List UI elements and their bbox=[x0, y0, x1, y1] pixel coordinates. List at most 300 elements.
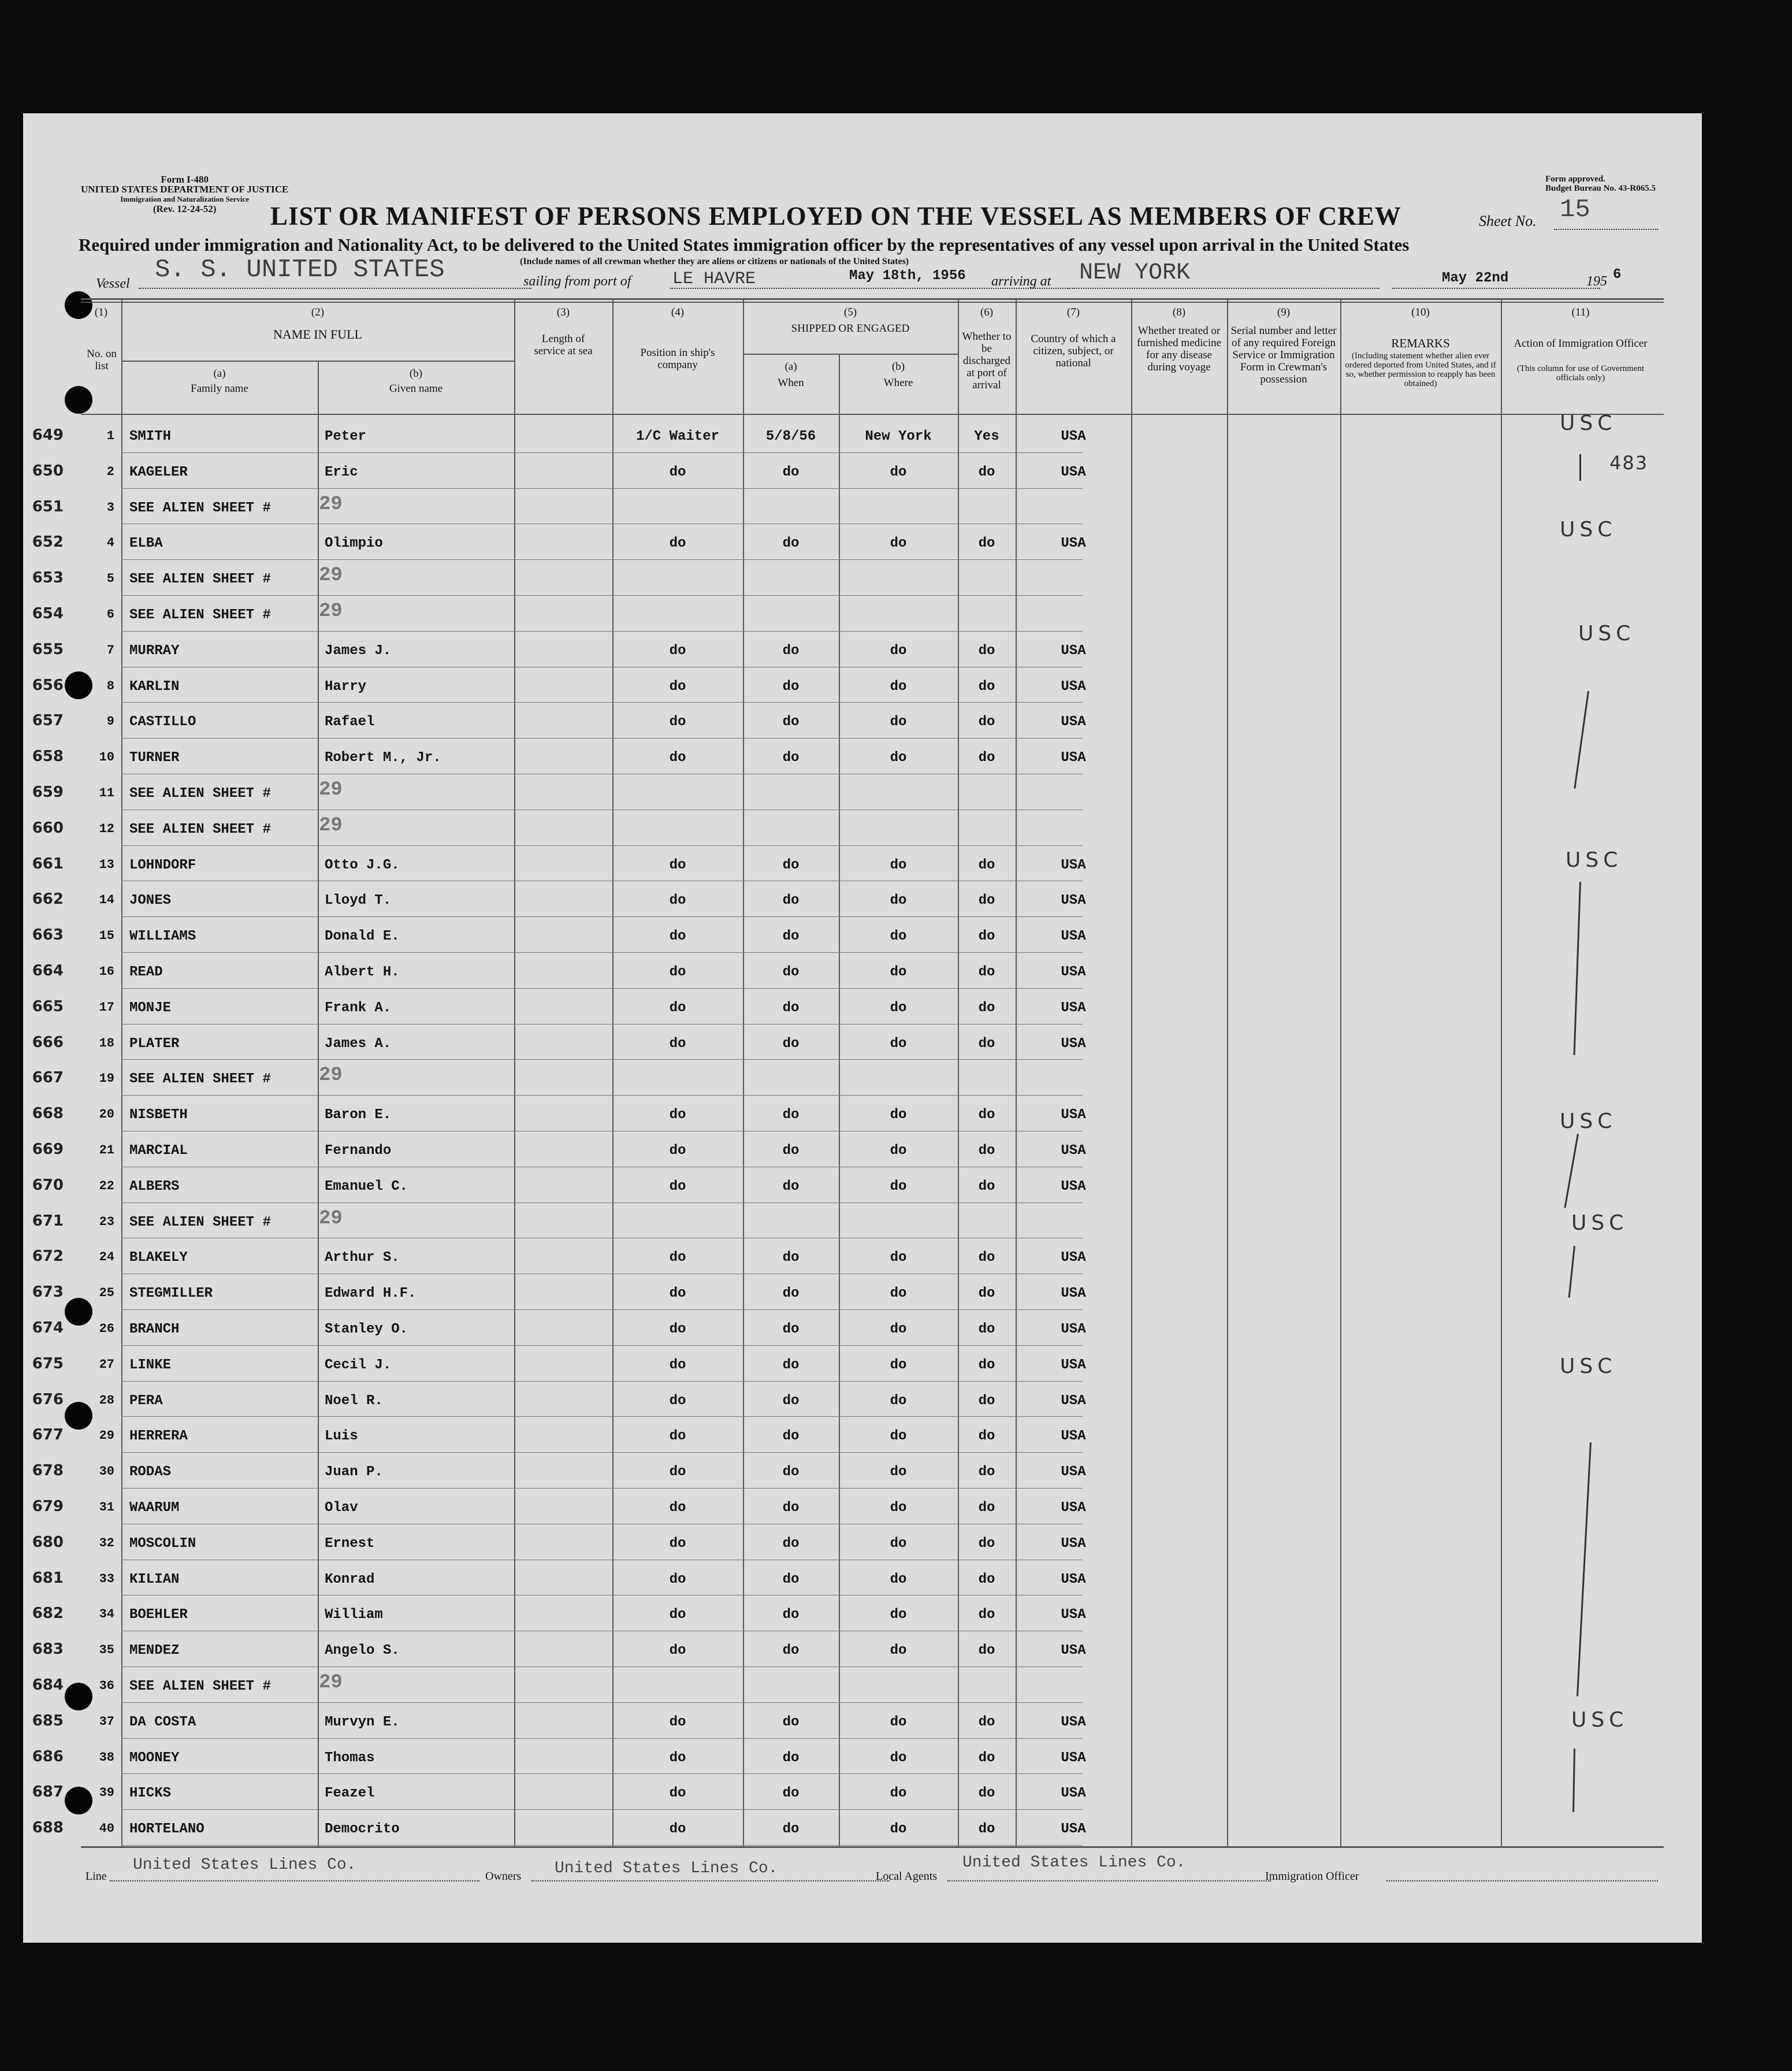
col-2-label: NAME IN FULL bbox=[273, 327, 362, 342]
line-underline bbox=[110, 1880, 479, 1881]
row-rule bbox=[121, 1773, 1083, 1774]
shipped-where: do bbox=[890, 1250, 907, 1266]
country: USA bbox=[1061, 714, 1086, 730]
country: USA bbox=[1061, 678, 1086, 695]
column-rule bbox=[514, 298, 515, 1847]
vessel-label: Vessel bbox=[96, 276, 130, 291]
position: do bbox=[669, 750, 686, 766]
owners-label: Owners bbox=[485, 1870, 522, 1883]
usc-annotation: USC bbox=[1560, 1109, 1617, 1133]
family-name: KARLIN bbox=[129, 678, 180, 695]
country: USA bbox=[1061, 643, 1086, 659]
country: USA bbox=[1061, 1250, 1086, 1266]
department-name: UNITED STATES DEPARTMENT OF JUSTICE bbox=[81, 184, 289, 195]
given-name: Olimpio bbox=[325, 536, 383, 552]
shipped-when: do bbox=[782, 750, 800, 766]
position: do bbox=[669, 1036, 686, 1052]
row-handwritten-number: 688 bbox=[32, 1819, 64, 1837]
column-rule bbox=[1340, 298, 1341, 1847]
alien-sheet-number: 29 bbox=[319, 1672, 343, 1694]
family-name: SEE ALIEN SHEET # bbox=[129, 821, 271, 837]
punch-hole bbox=[65, 386, 92, 414]
discharge: do bbox=[978, 678, 995, 695]
given-name: Fernando bbox=[325, 1143, 392, 1159]
col-5-label: SHIPPED OR ENGAGED bbox=[791, 322, 910, 335]
row-number: 17 bbox=[99, 1000, 114, 1015]
row-handwritten-number: 680 bbox=[32, 1533, 64, 1551]
col-2a-number: (a) bbox=[213, 368, 226, 380]
discharge: do bbox=[978, 1250, 995, 1266]
position: do bbox=[669, 1464, 686, 1480]
row-handwritten-number: 671 bbox=[32, 1212, 64, 1230]
arrival-date: May 22nd bbox=[1442, 270, 1509, 286]
family-name: LINKE bbox=[129, 1357, 172, 1373]
family-name: MOONEY bbox=[129, 1750, 180, 1766]
discharge: do bbox=[978, 1607, 995, 1623]
shipped-where: do bbox=[890, 536, 907, 552]
row-handwritten-number: 679 bbox=[32, 1498, 64, 1515]
row-number: 38 bbox=[99, 1750, 114, 1765]
shipped-where: do bbox=[890, 1000, 907, 1016]
alien-sheet-number: 29 bbox=[319, 565, 343, 587]
discharge: do bbox=[978, 536, 995, 552]
discharge: do bbox=[978, 714, 995, 730]
shipped-where: do bbox=[890, 893, 907, 909]
shipped-when: do bbox=[782, 1286, 800, 1302]
row-rule bbox=[121, 1059, 1083, 1060]
shipped-when: do bbox=[782, 643, 800, 659]
discharge: do bbox=[978, 1428, 995, 1445]
usc-annotation: USC bbox=[1560, 411, 1617, 435]
given-name: Luis bbox=[325, 1428, 358, 1445]
row-number: 18 bbox=[99, 1036, 114, 1051]
given-name: Juan P. bbox=[325, 1464, 383, 1480]
shipped-when: do bbox=[782, 1464, 800, 1480]
row-handwritten-number: 656 bbox=[32, 676, 64, 694]
discharge: do bbox=[978, 1286, 995, 1302]
row-handwritten-number: 676 bbox=[32, 1390, 64, 1408]
shipped-where: do bbox=[890, 714, 907, 730]
family-name: BRANCH bbox=[129, 1322, 180, 1337]
arriving-line bbox=[1068, 288, 1380, 289]
col-5b-number: (b) bbox=[891, 361, 905, 373]
family-name: MENDEZ bbox=[129, 1643, 180, 1659]
shipped-where: do bbox=[890, 1714, 907, 1730]
row-rule bbox=[121, 1488, 1083, 1489]
discharge: do bbox=[978, 1036, 995, 1052]
family-name: MONJE bbox=[129, 1000, 172, 1016]
position: do bbox=[669, 714, 686, 730]
row-number: 20 bbox=[99, 1107, 114, 1122]
row-handwritten-number: 683 bbox=[32, 1641, 64, 1658]
shipped-when: do bbox=[782, 536, 800, 552]
row-number: 26 bbox=[99, 1322, 114, 1336]
column-rule bbox=[1227, 298, 1228, 1847]
position: do bbox=[669, 1357, 686, 1373]
family-name: ELBA bbox=[129, 536, 163, 552]
row-rule bbox=[121, 1845, 1083, 1846]
family-name: DA COSTA bbox=[129, 1714, 196, 1730]
family-name: HICKS bbox=[129, 1786, 172, 1802]
manifest-sheet bbox=[23, 113, 1702, 1943]
row-number: 30 bbox=[99, 1464, 114, 1479]
given-name: Feazel bbox=[325, 1786, 375, 1802]
row-number: 14 bbox=[99, 893, 114, 908]
row-rule bbox=[121, 1702, 1083, 1703]
service-name: Immigration and Naturalization Service bbox=[120, 195, 250, 203]
country: USA bbox=[1061, 1571, 1086, 1587]
row-handwritten-number: 652 bbox=[32, 533, 64, 551]
position: do bbox=[669, 643, 686, 659]
row-number: 1 bbox=[106, 429, 114, 443]
row-handwritten-number: 651 bbox=[32, 498, 64, 515]
col-2a-label: Family name bbox=[191, 383, 248, 395]
family-name: MURRAY bbox=[129, 643, 180, 659]
check-stroke bbox=[1564, 1134, 1579, 1208]
row-number: 7 bbox=[106, 643, 114, 658]
family-name: MOSCOLIN bbox=[129, 1535, 196, 1552]
family-name: ALBERS bbox=[129, 1178, 180, 1194]
shipped-when: do bbox=[782, 1500, 800, 1516]
shipped-when: do bbox=[782, 1178, 800, 1194]
col-9-label: Serial number and letter of any required Foreign Service or Immigration Form in Crewman's possession bbox=[1230, 325, 1337, 385]
bureau-number-annotation: 483 bbox=[1609, 452, 1649, 474]
shipped-where: do bbox=[890, 964, 907, 980]
row-number: 37 bbox=[99, 1714, 114, 1729]
row-number: 16 bbox=[99, 964, 114, 979]
shipped-when: do bbox=[782, 1250, 800, 1266]
family-name: HORTELANO bbox=[129, 1821, 205, 1838]
country: USA bbox=[1061, 1535, 1086, 1552]
row-handwritten-number: 663 bbox=[32, 926, 64, 944]
row-rule bbox=[121, 702, 1083, 703]
position: do bbox=[669, 1535, 686, 1552]
check-stroke bbox=[1579, 454, 1581, 481]
family-name: SEE ALIEN SHEET # bbox=[129, 607, 271, 623]
shipped-where: do bbox=[890, 1143, 907, 1159]
row-handwritten-number: 649 bbox=[32, 426, 64, 444]
vessel-line bbox=[139, 288, 531, 289]
country: USA bbox=[1061, 1393, 1086, 1409]
approval-text: Form approved. bbox=[1545, 175, 1605, 184]
page-subtitle: Required under immigration and Nationality Act, to be delivered to the United States immigration officer by the representatives of any vessel upon arrival in the United States bbox=[79, 235, 1410, 255]
check-stroke bbox=[1574, 882, 1581, 1055]
country: USA bbox=[1061, 964, 1086, 980]
shipped-when: do bbox=[782, 1000, 800, 1016]
position: do bbox=[669, 1607, 686, 1623]
position: do bbox=[669, 1750, 686, 1766]
country: USA bbox=[1061, 1750, 1086, 1766]
shipped-where: do bbox=[890, 1750, 907, 1766]
discharge: Yes bbox=[974, 429, 999, 444]
agents-underline bbox=[947, 1880, 1271, 1881]
given-name: Noel R. bbox=[325, 1393, 383, 1409]
shipped-when: do bbox=[782, 929, 800, 945]
row-handwritten-number: 659 bbox=[32, 784, 64, 801]
row-rule bbox=[121, 1024, 1083, 1025]
shipped-when: do bbox=[782, 1357, 800, 1373]
row-rule bbox=[121, 1202, 1083, 1203]
shipped-when: do bbox=[782, 464, 800, 480]
usc-annotation: USC bbox=[1560, 518, 1617, 541]
col-2b-number: (b) bbox=[409, 368, 423, 380]
family-name: HERRERA bbox=[129, 1428, 188, 1445]
row-handwritten-number: 665 bbox=[32, 997, 64, 1015]
row-handwritten-number: 655 bbox=[32, 640, 64, 658]
shipped-where: do bbox=[890, 1786, 907, 1802]
country: USA bbox=[1061, 429, 1086, 444]
family-name: CASTILLO bbox=[129, 714, 196, 730]
row-number: 11 bbox=[99, 786, 114, 800]
col-11-number: (11) bbox=[1571, 306, 1590, 318]
position: do bbox=[669, 893, 686, 909]
given-name: Ernest bbox=[325, 1535, 375, 1552]
given-name: Murvyn E. bbox=[325, 1714, 400, 1730]
col-7-number: (7) bbox=[1066, 306, 1080, 318]
given-name: Thomas bbox=[325, 1750, 375, 1766]
agents-label: Local Agents bbox=[876, 1870, 938, 1883]
col-5a-label: When bbox=[778, 377, 804, 389]
check-stroke bbox=[1568, 1246, 1575, 1298]
row-rule bbox=[121, 845, 1083, 846]
col-8-label: Whether treated or furnished medicine for any disease during voyage bbox=[1136, 325, 1222, 373]
discharge: do bbox=[978, 1143, 995, 1159]
family-name: KAGELER bbox=[129, 464, 188, 480]
row-handwritten-number: 667 bbox=[32, 1069, 64, 1087]
discharge: do bbox=[978, 893, 995, 909]
country: USA bbox=[1061, 1107, 1086, 1123]
given-name: James J. bbox=[325, 643, 392, 659]
row-handwritten-number: 658 bbox=[32, 748, 64, 766]
shipped-when: do bbox=[782, 1607, 800, 1623]
shipped-when: do bbox=[782, 1107, 800, 1123]
discharge: do bbox=[978, 1821, 995, 1838]
col-1-label: No. on list bbox=[87, 348, 117, 372]
discharge: do bbox=[978, 1393, 995, 1409]
position: do bbox=[669, 678, 686, 695]
shipped-when: do bbox=[782, 1143, 800, 1159]
shipped-where: do bbox=[890, 1821, 907, 1838]
sheet-number-label: Sheet No. bbox=[1479, 213, 1537, 229]
country: USA bbox=[1061, 1714, 1086, 1730]
arriving-label: arriving at bbox=[991, 274, 1051, 289]
row-number: 8 bbox=[106, 678, 114, 693]
row-handwritten-number: 653 bbox=[32, 569, 64, 587]
given-name: Arthur S. bbox=[325, 1250, 400, 1266]
shipped-where: do bbox=[890, 464, 907, 480]
row-rule bbox=[121, 595, 1083, 596]
family-name: WAARUM bbox=[129, 1500, 180, 1516]
alien-sheet-number: 29 bbox=[319, 779, 343, 801]
row-handwritten-number: 672 bbox=[32, 1248, 64, 1265]
family-name: STEGMILLER bbox=[129, 1286, 213, 1302]
arrival-date-line bbox=[1392, 288, 1600, 289]
row-handwritten-number: 668 bbox=[32, 1105, 64, 1123]
country: USA bbox=[1061, 1286, 1086, 1302]
row-number: 22 bbox=[99, 1178, 114, 1193]
discharge: do bbox=[978, 1643, 995, 1659]
shipped-when: do bbox=[782, 678, 800, 695]
given-name: Otto J.G. bbox=[325, 857, 400, 873]
shipped-when: do bbox=[782, 1428, 800, 1445]
country: USA bbox=[1061, 929, 1086, 945]
family-name: MARCIAL bbox=[129, 1143, 188, 1159]
column-rule bbox=[1501, 298, 1502, 1847]
shipped-when: do bbox=[782, 1821, 800, 1838]
row-number: 19 bbox=[99, 1071, 114, 1086]
position: do bbox=[669, 1571, 686, 1587]
position: do bbox=[669, 1500, 686, 1516]
discharge: do bbox=[978, 929, 995, 945]
country: USA bbox=[1061, 1428, 1086, 1445]
column-rule bbox=[1131, 298, 1132, 1847]
position: do bbox=[669, 1643, 686, 1659]
family-name: SMITH bbox=[129, 429, 172, 444]
shipped-where: do bbox=[890, 1286, 907, 1302]
given-name: Baron E. bbox=[325, 1107, 392, 1123]
row-number: 35 bbox=[99, 1643, 114, 1658]
family-name: LOHNDORF bbox=[129, 857, 196, 873]
position: do bbox=[669, 1250, 686, 1266]
shipped-where: do bbox=[890, 1357, 907, 1373]
row-rule bbox=[121, 488, 1083, 489]
country: USA bbox=[1061, 1143, 1086, 1159]
family-name: TURNER bbox=[129, 750, 180, 766]
position: do bbox=[669, 1821, 686, 1838]
discharge: do bbox=[978, 1714, 995, 1730]
discharge: do bbox=[978, 964, 995, 980]
row-handwritten-number: 687 bbox=[32, 1783, 64, 1801]
family-name: READ bbox=[129, 964, 163, 980]
check-stroke bbox=[1577, 1442, 1592, 1697]
row-handwritten-number: 686 bbox=[32, 1747, 64, 1765]
row-number: 25 bbox=[99, 1286, 114, 1301]
row-number: 36 bbox=[99, 1679, 114, 1693]
row-number: 24 bbox=[99, 1250, 114, 1265]
country: USA bbox=[1061, 1643, 1086, 1659]
row-rule bbox=[121, 1809, 1083, 1810]
include-note: (Include names of all crewman whether they are aliens or citizens or nationals of the United States) bbox=[520, 257, 909, 266]
owners-value: United States Lines Co. bbox=[555, 1860, 778, 1877]
year-prefix: 195 bbox=[1586, 274, 1607, 289]
row-handwritten-number: 678 bbox=[32, 1462, 64, 1480]
row-handwritten-number: 677 bbox=[32, 1426, 64, 1444]
row-number: 2 bbox=[106, 464, 114, 479]
shipped-where: do bbox=[890, 750, 907, 766]
col-2b-label: Given name bbox=[389, 383, 443, 395]
year-suffix: 6 bbox=[1613, 267, 1622, 283]
row-handwritten-number: 662 bbox=[32, 890, 64, 908]
given-name: Rafael bbox=[325, 714, 375, 730]
family-name: NISBETH bbox=[129, 1107, 188, 1123]
position: do bbox=[669, 857, 686, 873]
col-9-number: (9) bbox=[1277, 306, 1291, 318]
shipped-subheader-rule bbox=[743, 354, 958, 355]
country: USA bbox=[1061, 893, 1086, 909]
page-title: LIST OR MANIFEST OF PERSONS EMPLOYED ON THE VESSEL AS MEMBERS OF CREW bbox=[270, 202, 1401, 231]
col-5b-label: Where bbox=[883, 377, 913, 389]
usc-annotation: USC bbox=[1578, 622, 1635, 645]
family-name: SEE ALIEN SHEET # bbox=[129, 1679, 271, 1694]
position: do bbox=[669, 1322, 686, 1337]
row-rule bbox=[121, 988, 1083, 989]
shipped-where: do bbox=[890, 857, 907, 873]
port-from: LE HAVRE bbox=[672, 269, 756, 289]
row-rule bbox=[121, 1095, 1083, 1096]
row-number: 15 bbox=[99, 929, 114, 944]
owners-underline bbox=[531, 1880, 890, 1881]
shipped-where: do bbox=[890, 1178, 907, 1194]
shipped-when: do bbox=[782, 1571, 800, 1587]
immigration-officer-underline bbox=[1386, 1880, 1658, 1881]
sheet-number-line bbox=[1554, 229, 1658, 230]
shipped-when: 5/8/56 bbox=[765, 429, 816, 444]
row-number: 40 bbox=[99, 1821, 114, 1836]
shipped-where: New York bbox=[865, 429, 932, 444]
check-stroke bbox=[1572, 1749, 1575, 1812]
shipped-when: do bbox=[782, 714, 800, 730]
row-number: 4 bbox=[106, 536, 114, 551]
country: USA bbox=[1061, 1607, 1086, 1623]
shipped-where: do bbox=[890, 1643, 907, 1659]
shipped-where: do bbox=[890, 1036, 907, 1052]
row-handwritten-number: 685 bbox=[32, 1712, 64, 1729]
column-rule bbox=[121, 298, 122, 1847]
table-top-rule-inner bbox=[81, 302, 1664, 303]
discharge: do bbox=[978, 1322, 995, 1337]
row-rule bbox=[121, 559, 1083, 560]
position: do bbox=[669, 536, 686, 552]
given-name: Robert M., Jr. bbox=[325, 750, 441, 766]
shipped-when: do bbox=[782, 1750, 800, 1766]
sheet-number-value: 15 bbox=[1560, 195, 1590, 224]
row-number: 32 bbox=[99, 1535, 114, 1550]
family-name: BLAKELY bbox=[129, 1250, 188, 1266]
usc-annotation: USC bbox=[1571, 1708, 1629, 1732]
shipped-when: do bbox=[782, 964, 800, 980]
shipped-when: do bbox=[782, 1393, 800, 1409]
country: USA bbox=[1061, 1357, 1086, 1373]
row-handwritten-number: 661 bbox=[32, 855, 64, 873]
row-handwritten-number: 673 bbox=[32, 1283, 64, 1301]
row-handwritten-number: 650 bbox=[32, 462, 64, 480]
col-6-number: (6) bbox=[980, 306, 994, 318]
row-number: 21 bbox=[99, 1143, 114, 1157]
discharge: do bbox=[978, 1750, 995, 1766]
given-name: Peter bbox=[325, 429, 367, 444]
position: do bbox=[669, 464, 686, 480]
row-handwritten-number: 681 bbox=[32, 1569, 64, 1587]
row-handwritten-number: 660 bbox=[32, 819, 64, 837]
given-name: Stanley O. bbox=[325, 1322, 408, 1337]
position: do bbox=[669, 1428, 686, 1445]
shipped-where: do bbox=[890, 1535, 907, 1552]
alien-sheet-number: 29 bbox=[319, 1207, 343, 1230]
col-2-number: (2) bbox=[311, 306, 325, 318]
discharge: do bbox=[978, 1571, 995, 1587]
row-number: 29 bbox=[99, 1428, 114, 1443]
shipped-where: do bbox=[890, 1500, 907, 1516]
family-name: SEE ALIEN SHEET # bbox=[129, 1071, 271, 1088]
col-7-label: Country of which a citizen, subject, or national bbox=[1031, 333, 1116, 369]
discharge: do bbox=[978, 1464, 995, 1480]
usc-annotation: USC bbox=[1571, 1211, 1629, 1235]
row-handwritten-number: 654 bbox=[32, 605, 64, 622]
col-11-note: (This column for use of Government officials only) bbox=[1516, 364, 1645, 383]
country: USA bbox=[1061, 1322, 1086, 1337]
col-10-note: (Including statement whether alien ever ordered deported from United States, and if so, whether permission to reapply has been obtained) bbox=[1345, 351, 1496, 388]
row-handwritten-number: 670 bbox=[32, 1176, 64, 1194]
